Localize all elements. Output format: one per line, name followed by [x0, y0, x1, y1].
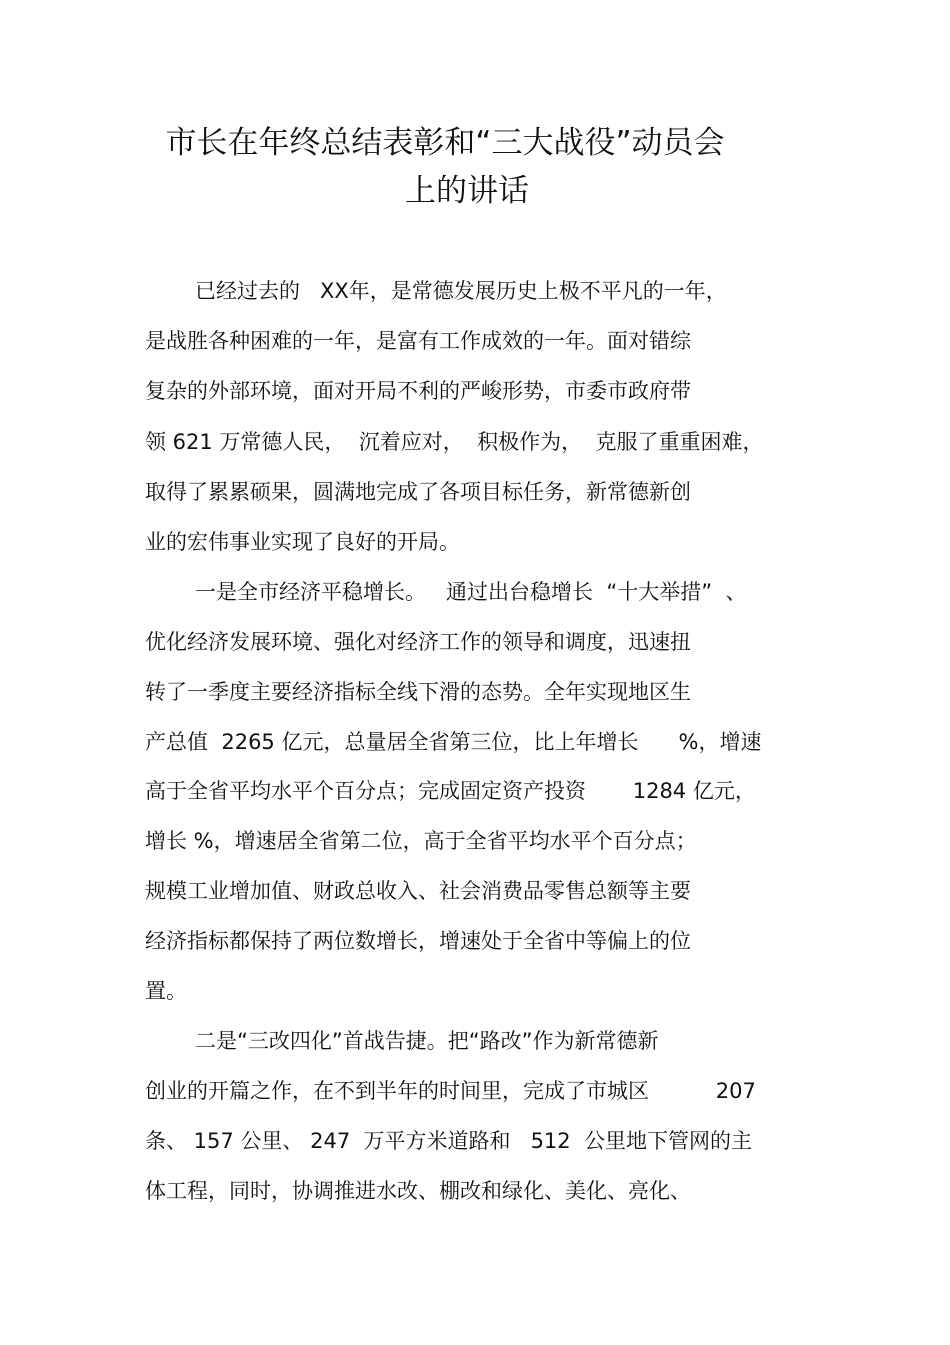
body-line: 优化经济发展环境、强化对经济工作的领导和调度，迅速扭 [145, 630, 691, 654]
body-line: 一是全市经济平稳增长。 通过出台稳增长 “十大举措” 、 [195, 580, 747, 604]
body-line: 业的宏伟事业实现了良好的开局。 [145, 530, 460, 554]
body-line: 已经过去的 XX年，是常德发展历史上极不平凡的一年， [195, 279, 727, 303]
body-line: 产总值 2265 亿元，总量居全省第三位，比上年增长 %，增速 [145, 730, 762, 754]
body-line: 经济指标都保持了两位数增长，增速处于全省中等偏上的位 [145, 929, 691, 953]
body-line: 增长 %，增速居全省第二位，高于全省平均水平个百分点； [145, 829, 697, 853]
body-line: 创业的开篇之作，在不到半年的时间里，完成了市城区 207 [145, 1079, 756, 1103]
document-title-line-2: 上的讲话 [405, 173, 529, 209]
body-line: 复杂的外部环境，面对开局不利的严峻形势，市委市政府带 [145, 379, 691, 403]
document-title-line-1: 市长在年终总结表彰和“三大战役”动员会 [165, 125, 725, 161]
body-line: 二是“三改四化”首战告捷。把“路改”作为新常德新 [195, 1029, 659, 1053]
body-line: 取得了累累硕果，圆满地完成了各项目标任务，新常德新创 [145, 480, 691, 504]
body-line: 体工程，同时，协调推进水改、棚改和绿化、美化、亮化、 [145, 1179, 691, 1203]
body-line: 高于全省平均水平个百分点；完成固定资产投资 1284 亿元， [145, 779, 756, 803]
body-line: 转了一季度主要经济指标全线下滑的态势。全年实现地区生 [145, 680, 691, 704]
body-line: 置。 [145, 979, 187, 1003]
body-line: 规模工业增加值、财政总收入、社会消费品零售总额等主要 [145, 879, 691, 903]
body-line: 是战胜各种困难的一年，是富有工作成效的一年。面对错综 [145, 329, 691, 353]
body-line: 条、 157 公里、 247 万平方米道路和 512 公里地下管网的主 [145, 1129, 752, 1153]
body-line: 领 621 万常德人民， 沉着应对， 积极作为， 克服了重重困难， [145, 430, 764, 454]
